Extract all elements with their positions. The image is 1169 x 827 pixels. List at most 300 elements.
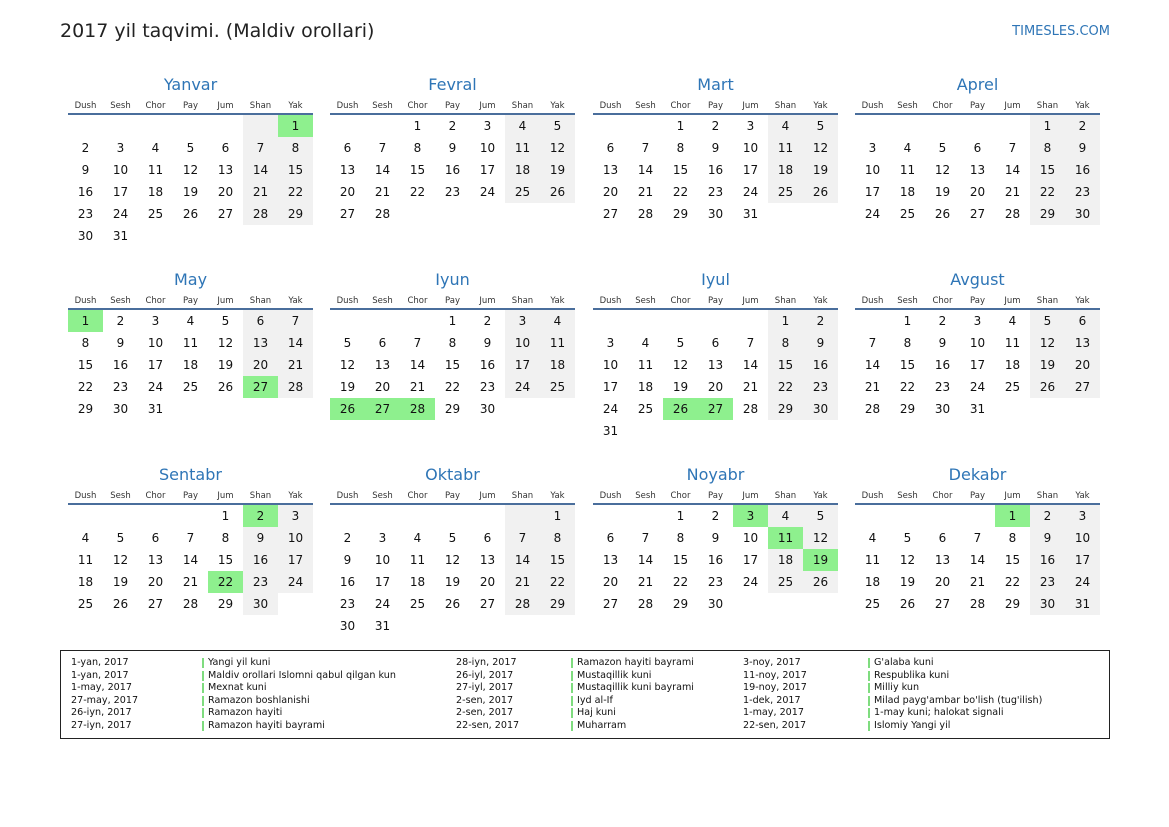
month-name: Oktabr (425, 465, 480, 484)
weekday-label: Yak (288, 491, 303, 501)
legend-color-marker (868, 683, 870, 693)
day-cell: 31 (374, 619, 391, 633)
weekday-header (855, 294, 1100, 310)
day-cell: 18 (147, 185, 164, 199)
day-cell: 23 (803, 376, 838, 398)
day-cell: 1 (1030, 115, 1065, 137)
day-cell: 13 (217, 163, 234, 177)
day-cell: 10 (969, 336, 986, 350)
empty-cell (208, 398, 243, 420)
empty-cell (400, 203, 435, 225)
day-cell: 9 (711, 141, 720, 155)
day-cell: 26 (803, 181, 838, 203)
weekday-label: Dush (861, 296, 884, 306)
day-cell: 10 (147, 336, 164, 350)
weekday-label: Chor (932, 296, 953, 306)
legend-date: 11-noy, 2017 (743, 669, 807, 681)
weekday-label: Dush (336, 101, 359, 111)
day-cell: 2 (938, 314, 947, 328)
weekday-label: Pay (445, 491, 460, 501)
legend-holiday-name: Ramazon hayiti bayrami (577, 657, 694, 668)
day-cell: 11 (505, 137, 540, 159)
day-cell: 28 (1004, 207, 1021, 221)
day-cell: 3 (278, 505, 313, 527)
day-cell: 8 (413, 141, 422, 155)
day-cell: 6 (343, 141, 352, 155)
day-cell: 12 (803, 137, 838, 159)
day-cell: 18 (77, 575, 94, 589)
day-cell: 30 (707, 207, 724, 221)
day-cell: 21 (278, 354, 313, 376)
month-name: Aprel (956, 75, 999, 94)
legend-holiday-name: Yangi yil kuni (208, 657, 271, 668)
day-cell: 25 (899, 207, 916, 221)
day-cell: 21 (742, 380, 759, 394)
legend-color-marker (571, 696, 573, 706)
day-grid (593, 115, 838, 225)
day-grid (330, 115, 575, 225)
empty-cell (365, 115, 400, 137)
empty-cell (768, 203, 803, 225)
weekday-label: Jum (217, 491, 234, 501)
empty-cell (138, 505, 173, 527)
day-cell: 23 (479, 380, 496, 394)
empty-cell (208, 225, 243, 247)
month-oktabr (330, 464, 575, 637)
day-cell: 27 (969, 207, 986, 221)
day-cell: 14 (409, 358, 426, 372)
day-cell: 3 (116, 141, 125, 155)
day-cell: 19 (112, 575, 129, 589)
legend-color-marker (868, 658, 870, 668)
month-name: Iyul (701, 270, 730, 289)
empty-cell (540, 615, 575, 637)
day-cell: 2 (116, 314, 125, 328)
day-cell: 21 (864, 380, 881, 394)
empty-cell (435, 615, 470, 637)
month-avgust (855, 269, 1100, 420)
day-cell: 22 (444, 380, 461, 394)
page-title: 2017 yil taqvimi. (Maldiv orollari) (60, 20, 375, 42)
legend-color-marker (202, 658, 204, 668)
empty-cell (540, 203, 575, 225)
day-cell: 15 (1030, 159, 1065, 181)
day-cell: 2 (1030, 505, 1065, 527)
weekday-label: Dush (74, 491, 97, 501)
day-cell: 6 (938, 531, 947, 545)
weekday-label: Pay (183, 296, 198, 306)
day-cell: 18 (768, 549, 803, 571)
day-cell: 21 (374, 185, 391, 199)
day-cell: 12 (444, 553, 461, 567)
day-cell: 17 (602, 380, 619, 394)
day-cell: 15 (540, 549, 575, 571)
legend-date: 1-yan, 2017 (71, 669, 129, 681)
empty-cell (925, 505, 960, 527)
day-cell: 10 (112, 163, 129, 177)
day-cell: 26 (934, 207, 951, 221)
day-cell: 12 (112, 553, 129, 567)
legend-holiday-name: Milad payg'ambar bo'lish (tug'ilish) (874, 694, 1043, 706)
day-cell: 25 (1004, 380, 1021, 394)
legend-holiday-name: Mustaqillik kuni (577, 669, 652, 681)
empty-cell (435, 203, 470, 225)
day-cell: 30 (77, 229, 94, 243)
month-name: Fevral (428, 75, 477, 94)
weekday-label: Chor (670, 296, 691, 306)
legend-date: 2-sen, 2017 (456, 694, 514, 706)
day-cell: 23 (243, 571, 278, 593)
day-cell: 18 (182, 358, 199, 372)
day-cell: 14 (374, 163, 391, 177)
weekday-header (593, 99, 838, 115)
day-grid (855, 115, 1100, 225)
weekday-label: Yak (813, 296, 828, 306)
day-cell: 10 (602, 358, 619, 372)
day-cell: 21 (969, 575, 986, 589)
day-cell: 2 (1065, 115, 1100, 137)
weekday-label: Jum (217, 101, 234, 111)
weekday-label: Pay (183, 101, 198, 111)
holiday-day-cell: 3 (733, 505, 768, 527)
day-cell: 22 (672, 185, 689, 199)
legend-date: 27-iyl, 2017 (456, 682, 514, 693)
holiday-day-cell: 1 (68, 310, 103, 332)
day-cell: 17 (969, 358, 986, 372)
weekday-label: Sesh (110, 296, 131, 306)
weekday-header (68, 99, 313, 115)
legend-color-marker (868, 671, 870, 681)
weekday-label: Pay (445, 101, 460, 111)
day-cell: 25 (768, 571, 803, 593)
month-iyul (593, 269, 838, 442)
day-cell: 27 (339, 207, 356, 221)
day-cell: 7 (378, 141, 387, 155)
empty-cell (540, 398, 575, 420)
day-cell: 16 (934, 358, 951, 372)
day-cell: 27 (147, 597, 164, 611)
empty-cell (768, 593, 803, 615)
day-cell: 18 (409, 575, 426, 589)
day-cell: 13 (339, 163, 356, 177)
holiday-day-cell: 27 (243, 376, 278, 398)
empty-cell (890, 505, 925, 527)
day-cell: 7 (243, 137, 278, 159)
empty-cell (803, 420, 838, 442)
day-cell: 11 (409, 553, 426, 567)
weekday-label: Dush (861, 101, 884, 111)
empty-cell (243, 398, 278, 420)
day-cell: 21 (637, 575, 654, 589)
day-cell: 30 (803, 398, 838, 420)
day-cell: 19 (899, 575, 916, 589)
month-aprel (855, 74, 1100, 225)
day-cell: 18 (1004, 358, 1021, 372)
legend-color-marker (571, 708, 573, 718)
day-cell: 7 (278, 310, 313, 332)
day-cell: 6 (606, 531, 615, 545)
empty-cell (593, 310, 628, 332)
day-cell: 15 (768, 354, 803, 376)
day-cell: 17 (278, 549, 313, 571)
day-cell: 2 (81, 141, 90, 155)
day-cell: 27 (479, 597, 496, 611)
day-cell: 24 (479, 185, 496, 199)
day-cell: 25 (77, 597, 94, 611)
day-cell: 28 (969, 597, 986, 611)
day-cell: 22 (540, 571, 575, 593)
legend-holiday-name: 1-may kuni; halokat signali (874, 707, 1004, 718)
legend-row (71, 707, 1101, 720)
empty-cell (365, 310, 400, 332)
weekday-label: Dush (74, 296, 97, 306)
empty-cell (925, 115, 960, 137)
day-cell: 3 (973, 314, 982, 328)
day-cell: 14 (182, 553, 199, 567)
day-cell: 1 (448, 314, 457, 328)
weekday-label: Chor (407, 101, 428, 111)
weekday-label: Chor (145, 296, 166, 306)
day-cell: 22 (278, 181, 313, 203)
day-cell: 15 (899, 358, 916, 372)
empty-cell (733, 310, 768, 332)
day-cell: 13 (1065, 332, 1100, 354)
weekday-label: Shan (511, 296, 534, 306)
day-cell: 4 (768, 115, 803, 137)
day-cell: 7 (1008, 141, 1017, 155)
day-cell: 1 (768, 310, 803, 332)
day-cell: 11 (864, 553, 881, 567)
day-cell: 8 (1008, 531, 1017, 545)
day-cell: 23 (1065, 181, 1100, 203)
empty-cell (330, 115, 365, 137)
weekday-label: Shan (1036, 296, 1059, 306)
day-cell: 22 (672, 575, 689, 589)
day-cell: 25 (409, 597, 426, 611)
day-cell: 3 (505, 310, 540, 332)
legend-holiday-name: Ramazon boshlanishi (208, 694, 310, 706)
empty-cell (593, 115, 628, 137)
day-cell: 28 (182, 597, 199, 611)
weekday-label: Jum (479, 296, 496, 306)
weekday-label: Jum (1004, 491, 1021, 501)
day-cell: 23 (77, 207, 94, 221)
day-cell: 16 (479, 358, 496, 372)
empty-cell (855, 310, 890, 332)
empty-cell (103, 115, 138, 137)
day-cell: 6 (711, 336, 720, 350)
weekday-label: Dush (74, 101, 97, 111)
day-cell: 30 (479, 402, 496, 416)
day-cell: 20 (969, 185, 986, 199)
day-cell: 21 (505, 571, 540, 593)
day-cell: 17 (479, 163, 496, 177)
day-cell: 19 (217, 358, 234, 372)
empty-cell (995, 398, 1030, 420)
weekday-header (593, 294, 838, 310)
day-cell: 13 (243, 332, 278, 354)
weekday-label: Jum (217, 296, 234, 306)
weekday-label: Chor (670, 491, 691, 501)
day-cell: 20 (374, 380, 391, 394)
day-cell: 4 (505, 115, 540, 137)
day-cell: 16 (1065, 159, 1100, 181)
day-cell: 28 (505, 593, 540, 615)
day-cell: 22 (899, 380, 916, 394)
empty-cell (960, 505, 995, 527)
legend-date: 1-may, 2017 (71, 682, 132, 693)
day-cell: 8 (81, 336, 90, 350)
weekday-label: Shan (511, 101, 534, 111)
legend-date: 19-noy, 2017 (743, 682, 807, 693)
day-cell: 14 (742, 358, 759, 372)
day-cell: 5 (938, 141, 947, 155)
day-cell: 17 (864, 185, 881, 199)
day-cell: 22 (768, 376, 803, 398)
day-cell: 7 (641, 531, 650, 545)
empty-cell (278, 225, 313, 247)
day-cell: 24 (505, 376, 540, 398)
day-cell: 30 (112, 402, 129, 416)
weekday-label: Yak (550, 296, 565, 306)
day-cell: 19 (934, 185, 951, 199)
day-cell: 12 (182, 163, 199, 177)
legend-holiday-name: Maldiv orollari Islomni qabul qilgan kun (208, 669, 396, 681)
day-cell: 29 (672, 207, 689, 221)
day-cell: 14 (505, 549, 540, 571)
legend-color-marker (571, 671, 573, 681)
day-cell: 1 (903, 314, 912, 328)
day-cell: 31 (147, 402, 164, 416)
weekday-label: Chor (932, 101, 953, 111)
day-grid (855, 505, 1100, 615)
weekday-label: Shan (774, 296, 797, 306)
day-cell: 3 (1065, 505, 1100, 527)
holiday-legend (60, 650, 1110, 739)
day-grid (68, 310, 313, 420)
empty-cell (365, 505, 400, 527)
weekday-label: Dush (336, 491, 359, 501)
weekday-header (330, 489, 575, 505)
day-cell: 14 (243, 159, 278, 181)
empty-cell (400, 615, 435, 637)
weekday-label: Pay (708, 101, 723, 111)
day-cell: 7 (746, 336, 755, 350)
day-cell: 12 (339, 358, 356, 372)
legend-date: 22-sen, 2017 (743, 719, 807, 731)
day-cell: 3 (606, 336, 615, 350)
empty-cell (628, 420, 663, 442)
weekday-label: Yak (550, 491, 565, 501)
day-cell: 29 (768, 398, 803, 420)
weekday-label: Jum (742, 491, 759, 501)
day-cell: 7 (413, 336, 422, 350)
holiday-day-cell: 27 (365, 398, 400, 420)
day-cell: 23 (339, 597, 356, 611)
weekday-label: Pay (445, 296, 460, 306)
weekday-label: Sesh (372, 491, 393, 501)
empty-cell (68, 115, 103, 137)
month-name: Mart (697, 75, 734, 94)
day-cell: 28 (637, 597, 654, 611)
day-cell: 31 (742, 207, 759, 221)
day-cell: 5 (903, 531, 912, 545)
site-link[interactable]: TIMESLES.COM (1012, 24, 1110, 39)
legend-color-marker (202, 683, 204, 693)
weekday-label: Pay (183, 491, 198, 501)
day-cell: 26 (803, 571, 838, 593)
weekday-label: Jum (742, 296, 759, 306)
day-cell: 29 (278, 203, 313, 225)
day-cell: 30 (707, 597, 724, 611)
weekday-label: Sesh (635, 296, 656, 306)
weekday-label: Sesh (897, 101, 918, 111)
empty-cell (278, 398, 313, 420)
legend-row (71, 670, 1101, 683)
day-cell: 9 (938, 336, 947, 350)
empty-cell (698, 310, 733, 332)
day-cell: 6 (378, 336, 387, 350)
day-cell: 29 (672, 597, 689, 611)
weekday-label: Shan (1036, 491, 1059, 501)
day-cell: 18 (899, 185, 916, 199)
empty-cell (855, 115, 890, 137)
day-cell: 23 (707, 185, 724, 199)
day-cell: 29 (540, 593, 575, 615)
empty-cell (698, 420, 733, 442)
weekday-label: Jum (479, 491, 496, 501)
weekday-label: Yak (550, 101, 565, 111)
legend-date: 1-yan, 2017 (71, 657, 129, 668)
empty-cell (768, 420, 803, 442)
day-cell: 26 (112, 597, 129, 611)
day-cell: 20 (602, 185, 619, 199)
empty-cell (628, 505, 663, 527)
legend-date: 1-dek, 2017 (743, 694, 801, 706)
day-cell: 24 (374, 597, 391, 611)
day-cell: 24 (602, 402, 619, 416)
day-cell: 5 (803, 505, 838, 527)
day-cell: 29 (217, 597, 234, 611)
weekday-label: Shan (774, 101, 797, 111)
day-cell: 20 (707, 380, 724, 394)
day-cell: 5 (803, 115, 838, 137)
day-cell: 17 (742, 553, 759, 567)
day-cell: 12 (899, 553, 916, 567)
day-cell: 29 (899, 402, 916, 416)
day-cell: 16 (1030, 549, 1065, 571)
empty-cell (505, 398, 540, 420)
day-cell: 4 (903, 141, 912, 155)
day-cell: 26 (444, 597, 461, 611)
empty-cell (470, 203, 505, 225)
day-cell: 15 (1004, 553, 1021, 567)
weekday-label: Jum (1004, 101, 1021, 111)
day-cell: 28 (637, 207, 654, 221)
day-cell: 20 (217, 185, 234, 199)
weekday-header (68, 294, 313, 310)
day-cell: 9 (803, 332, 838, 354)
holiday-day-cell: 1 (995, 505, 1030, 527)
day-cell: 19 (803, 159, 838, 181)
month-name: Iyun (435, 270, 470, 289)
day-cell: 25 (505, 181, 540, 203)
day-cell: 4 (186, 314, 195, 328)
weekday-label: Chor (145, 101, 166, 111)
day-cell: 2 (803, 310, 838, 332)
day-cell: 22 (1030, 181, 1065, 203)
day-grid (593, 505, 838, 615)
